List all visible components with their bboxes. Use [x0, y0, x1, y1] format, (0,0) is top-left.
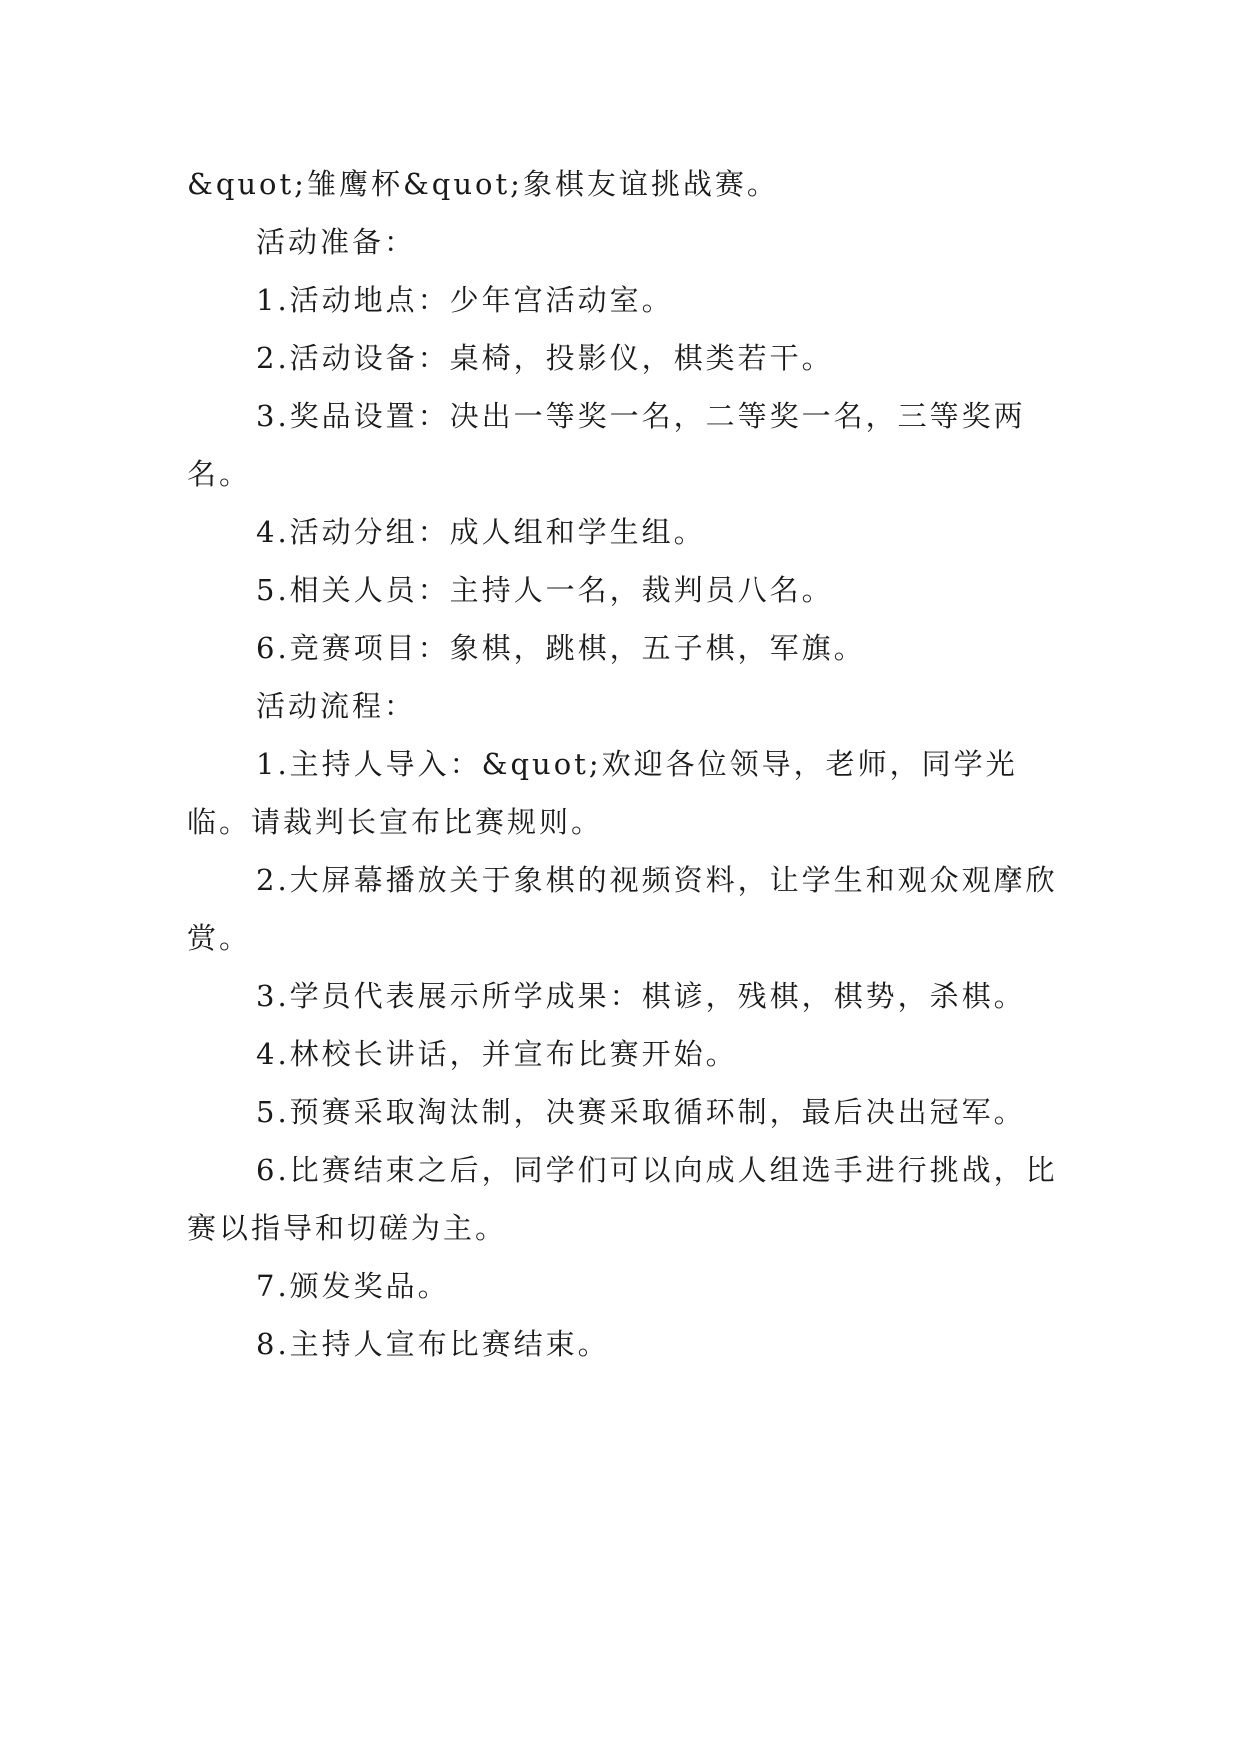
paragraph-process-speech: 4.林校长讲话，并宣布比赛开始。: [256, 1037, 738, 1071]
paragraph-prep-events: 6.竞赛项目：象棋，跳棋，五子棋，军旗。: [256, 631, 866, 665]
heading-activity-preparation: 活动准备：: [256, 225, 417, 259]
paragraph-prep-equipment: 2.活动设备：桌椅，投影仪，棋类若干。: [256, 341, 834, 375]
paragraph-prep-groups: 4.活动分组：成人组和学生组。: [256, 515, 706, 549]
paragraph-process-challenge: 6.比赛结束之后，同学们可以向成人组选手进行挑战，比赛以指导和切磋为主。: [187, 1153, 1058, 1245]
paragraph-process-format: 5.预赛采取淘汰制，决赛采取循环制，最后决出冠军。: [256, 1095, 1026, 1129]
paragraph-process-host-intro: 1.主持人导入：&quot;欢迎各位领导，老师，同学光临。请裁判长宣布比赛规则。: [187, 747, 1018, 839]
paragraph-event-title: &quot;雏鹰杯&quot;象棋友谊挑战赛。: [187, 167, 779, 201]
paragraph-process-awards: 7.颁发奖品。: [256, 1269, 450, 1303]
paragraph-process-video: 2.大屏幕播放关于象棋的视频资料，让学生和观众观摩欣赏。: [187, 863, 1058, 955]
paragraph-prep-prizes: 3.奖品设置：决出一等奖一名，二等奖一名，三等奖两名。: [187, 399, 1026, 491]
paragraph-process-showcase: 3.学员代表展示所学成果：棋谚，残棋，棋势，杀棋。: [256, 979, 1026, 1013]
paragraph-prep-staff: 5.相关人员：主持人一名，裁判员八名。: [256, 573, 834, 607]
paragraph-prep-location: 1.活动地点：少年宫活动室。: [256, 283, 674, 317]
heading-activity-process: 活动流程：: [256, 689, 417, 723]
paragraph-process-closing: 8.主持人宣布比赛结束。: [256, 1327, 610, 1361]
